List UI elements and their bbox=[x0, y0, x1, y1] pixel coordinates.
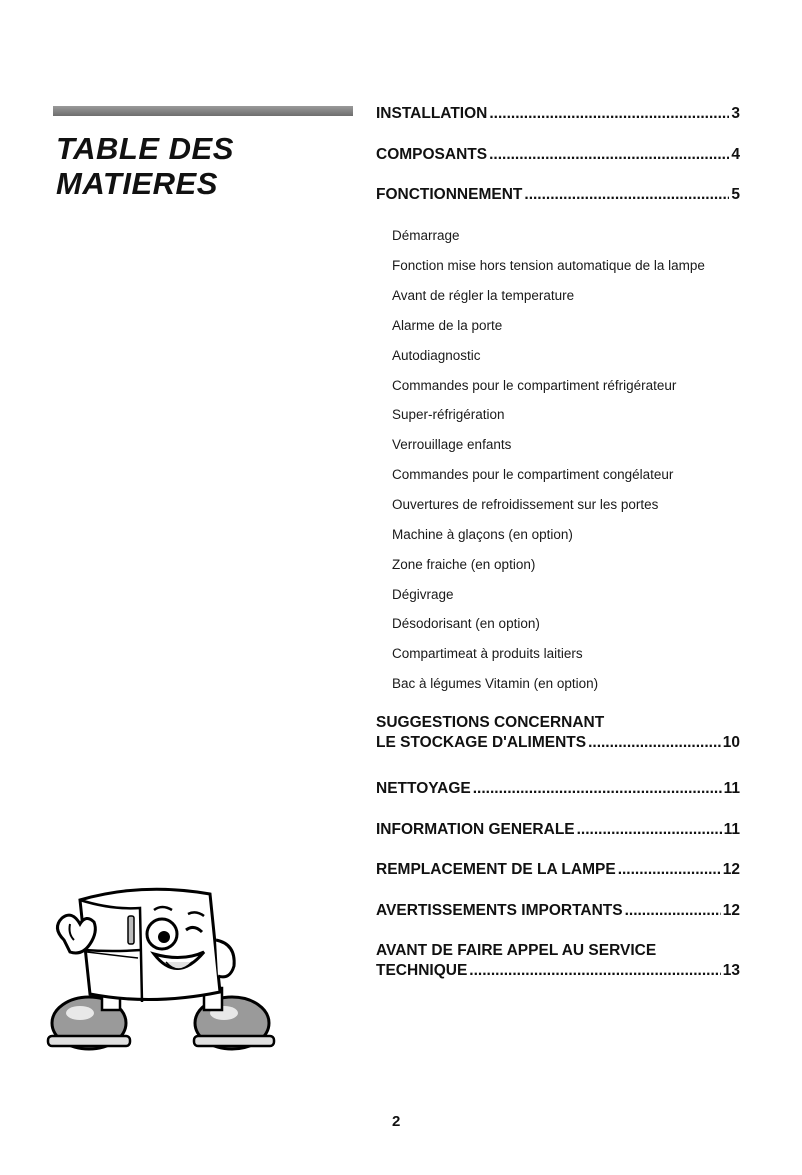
toc-entry-stockage[interactable] bbox=[376, 713, 740, 753]
leader-dots bbox=[469, 961, 720, 981]
toc-entry-nettoyage[interactable] bbox=[376, 779, 740, 799]
toc-entry-label: AVERTISSEMENTS IMPORTANTS bbox=[376, 902, 623, 919]
header-bar bbox=[53, 106, 353, 116]
toc-entry-page: 12 bbox=[722, 861, 740, 878]
toc-sub-item[interactable]: Compartimeat à produits laitiers bbox=[392, 646, 583, 661]
toc-entry-fonctionnement[interactable] bbox=[376, 185, 740, 205]
toc-entry-label: INSTALLATION bbox=[376, 105, 488, 122]
page-title-line1: TABLE DES bbox=[56, 131, 234, 166]
leader-dots bbox=[524, 185, 729, 205]
toc-entry-page: 12 bbox=[722, 902, 740, 919]
leader-dots bbox=[588, 733, 721, 753]
toc-entry-page: 10 bbox=[722, 734, 740, 751]
toc-entry-line2 bbox=[376, 733, 740, 753]
toc-entry-installation[interactable] bbox=[376, 104, 740, 124]
toc-entry-label: NETTOYAGE bbox=[376, 780, 471, 797]
toc-sub-item[interactable]: Démarrage bbox=[392, 228, 460, 243]
toc-entry-page: 3 bbox=[731, 105, 740, 122]
toc-entry-label: COMPOSANTS bbox=[376, 146, 488, 163]
toc-sub-item[interactable]: Fonction mise hors tension automatique de la lampe bbox=[392, 258, 705, 273]
toc-entry-information[interactable] bbox=[376, 820, 740, 840]
table-of-contents bbox=[376, 0, 740, 1010]
toc-sub-item[interactable]: Commandes pour le compartiment réfrigérateur bbox=[392, 378, 677, 393]
toc-entry-page: 4 bbox=[731, 146, 740, 163]
page-title bbox=[56, 131, 234, 201]
toc-entry-label: INFORMATION GENERALE bbox=[376, 821, 575, 838]
toc-sub-item[interactable]: Alarme de la porte bbox=[392, 318, 503, 333]
page-title-line2: MATIERES bbox=[56, 166, 218, 201]
leader-dots bbox=[618, 860, 721, 880]
toc-entry-page: 11 bbox=[723, 821, 740, 838]
toc-entry-page: 5 bbox=[731, 186, 740, 203]
refrigerator-mascot-icon bbox=[42, 880, 277, 1060]
toc-sub-item[interactable]: Super-réfrigération bbox=[392, 407, 505, 422]
toc-entry-label-line1: AVANT DE FAIRE APPEL AU SERVICE bbox=[376, 942, 657, 959]
toc-entry-label: TECHNIQUE bbox=[376, 962, 468, 979]
toc-entry-remplacement[interactable] bbox=[376, 860, 740, 880]
toc-entry-page: 13 bbox=[722, 962, 740, 979]
toc-sub-item[interactable]: Verrouillage enfants bbox=[392, 437, 512, 452]
toc-entry-label: FONCTIONNEMENT bbox=[376, 186, 523, 203]
toc-entry-line2 bbox=[376, 961, 740, 981]
toc-entry-service[interactable] bbox=[376, 941, 740, 981]
toc-entry-label-line1: SUGGESTIONS CONCERNANT bbox=[376, 714, 605, 731]
leader-dots bbox=[489, 104, 729, 124]
leader-dots bbox=[577, 820, 722, 840]
toc-sub-item[interactable]: Avant de régler la temperature bbox=[392, 288, 575, 303]
page-number: 2 bbox=[392, 1113, 401, 1130]
toc-sub-item[interactable]: Zone fraiche (en option) bbox=[392, 557, 536, 572]
toc-sub-item[interactable]: Ouvertures de refroidissement sur les portes bbox=[392, 497, 659, 512]
leader-dots bbox=[473, 779, 722, 799]
toc-sub-item[interactable]: Autodiagnostic bbox=[392, 348, 481, 363]
toc-entry-label: LE STOCKAGE D'ALIMENTS bbox=[376, 734, 587, 751]
leader-dots bbox=[625, 901, 721, 921]
toc-entry-label: REMPLACEMENT DE LA LAMPE bbox=[376, 861, 616, 878]
toc-sub-item[interactable]: Machine à glaçons (en option) bbox=[392, 527, 573, 542]
toc-sub-item[interactable]: Bac à légumes Vitamin (en option) bbox=[392, 676, 599, 691]
toc-entry-avertissements[interactable] bbox=[376, 901, 740, 921]
toc-sub-item[interactable]: Dégivrage bbox=[392, 587, 454, 602]
toc-sub-item[interactable]: Désodorisant (en option) bbox=[392, 616, 540, 631]
toc-entry-composants[interactable] bbox=[376, 145, 740, 165]
toc-entry-page: 11 bbox=[723, 780, 740, 797]
leader-dots bbox=[489, 145, 729, 165]
toc-sub-item[interactable]: Commandes pour le compartiment congélateur bbox=[392, 467, 674, 482]
